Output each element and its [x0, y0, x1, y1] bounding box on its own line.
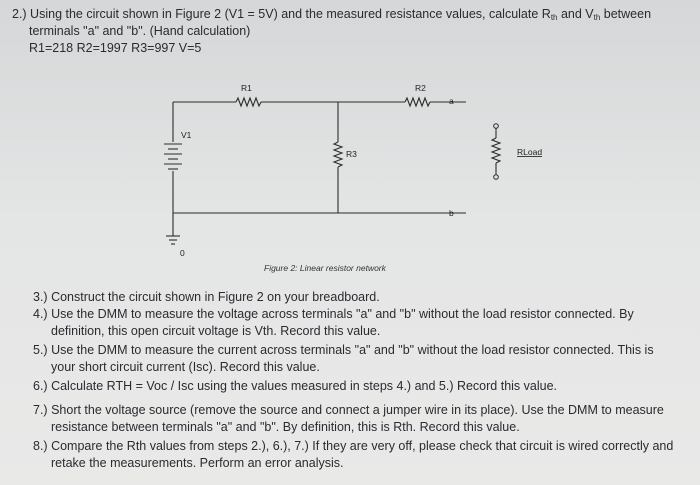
rload-label: RLoad	[517, 147, 543, 157]
step-4-number: 4.)	[33, 307, 48, 321]
rload-resistor	[492, 138, 500, 163]
step-6-text: Calculate RTH = Voc / Isc using the values measured in steps 4.) and 5.) Record this value.	[51, 379, 558, 393]
rload-terminal-bottom	[494, 175, 499, 180]
step-4-line-1	[33, 306, 634, 322]
problem-2-text-b: and V	[557, 7, 594, 21]
step-6-line-1	[33, 378, 557, 394]
v1-label: V1	[181, 130, 192, 140]
step-5-text-1: Use the DMM to measure the current across terminals "a" and "b" without the load resistor connected. This is	[51, 343, 654, 357]
r2-resistor	[405, 98, 430, 106]
step-7-line-1	[33, 402, 664, 418]
problem-2-line-2: terminals "a" and "b". (Hand calculation)	[29, 24, 251, 38]
step-5-number: 5.)	[33, 343, 48, 357]
step-5-line-2: your short circuit current (Isc). Record this value.	[51, 360, 320, 374]
step-3-number: 3.)	[33, 290, 48, 304]
problem-2-text-c: between	[600, 7, 652, 21]
problem-2-text-a: 2.) Using the circuit shown in Figure 2 (V1 = 5V) and the measured resistance values, calculate R	[12, 7, 551, 21]
terminal-b-label: b	[449, 208, 454, 218]
step-4-text-1: Use the DMM to measure the voltage across terminals "a" and "b" without the load resistor connected. By	[51, 307, 634, 321]
step-7-line-2: resistance between terminals "a" and "b". By definition, this is Rth. Record this value.	[51, 420, 520, 434]
step-4-line-2: definition, this open circuit voltage is Vth. Record this value.	[51, 324, 381, 338]
r1-label: R1	[241, 83, 252, 93]
step-5-line-1	[33, 342, 654, 358]
step-6-number: 6.)	[33, 379, 48, 393]
ground-label: 0	[180, 248, 185, 258]
step-8-line-1	[33, 438, 673, 454]
vth-subscript: th	[593, 13, 601, 22]
step-7-number: 7.)	[33, 403, 48, 417]
step-3-text: Construct the circuit shown in Figure 2 on your breadboard.	[51, 290, 380, 304]
rload-terminal-top	[494, 124, 499, 129]
rth-subscript: th	[550, 13, 558, 22]
r1-resistor	[236, 98, 261, 106]
measured-values: R1=218 R2=1997 R3=997 V=5	[29, 41, 202, 55]
r3-label: R3	[346, 149, 357, 159]
step-8-number: 8.)	[33, 439, 48, 453]
step-7-text-1: Short the voltage source (remove the source and connect a jumper wire in its place). Use the DMM to measure	[51, 403, 664, 417]
r2-label: R2	[415, 83, 426, 93]
r3-resistor	[334, 142, 342, 167]
step-8-text-1: Compare the Rth values from steps 2.), 6.), 7.) If they are very off, please check that circuit is wired correctly and	[51, 439, 674, 453]
terminal-a-label: a	[449, 96, 454, 106]
figure-caption: Figure 2: Linear resistor network	[264, 263, 386, 273]
step-8-line-2: retake the measurements. Perform an error analysis.	[51, 456, 344, 470]
step-3-line-1	[33, 289, 380, 305]
